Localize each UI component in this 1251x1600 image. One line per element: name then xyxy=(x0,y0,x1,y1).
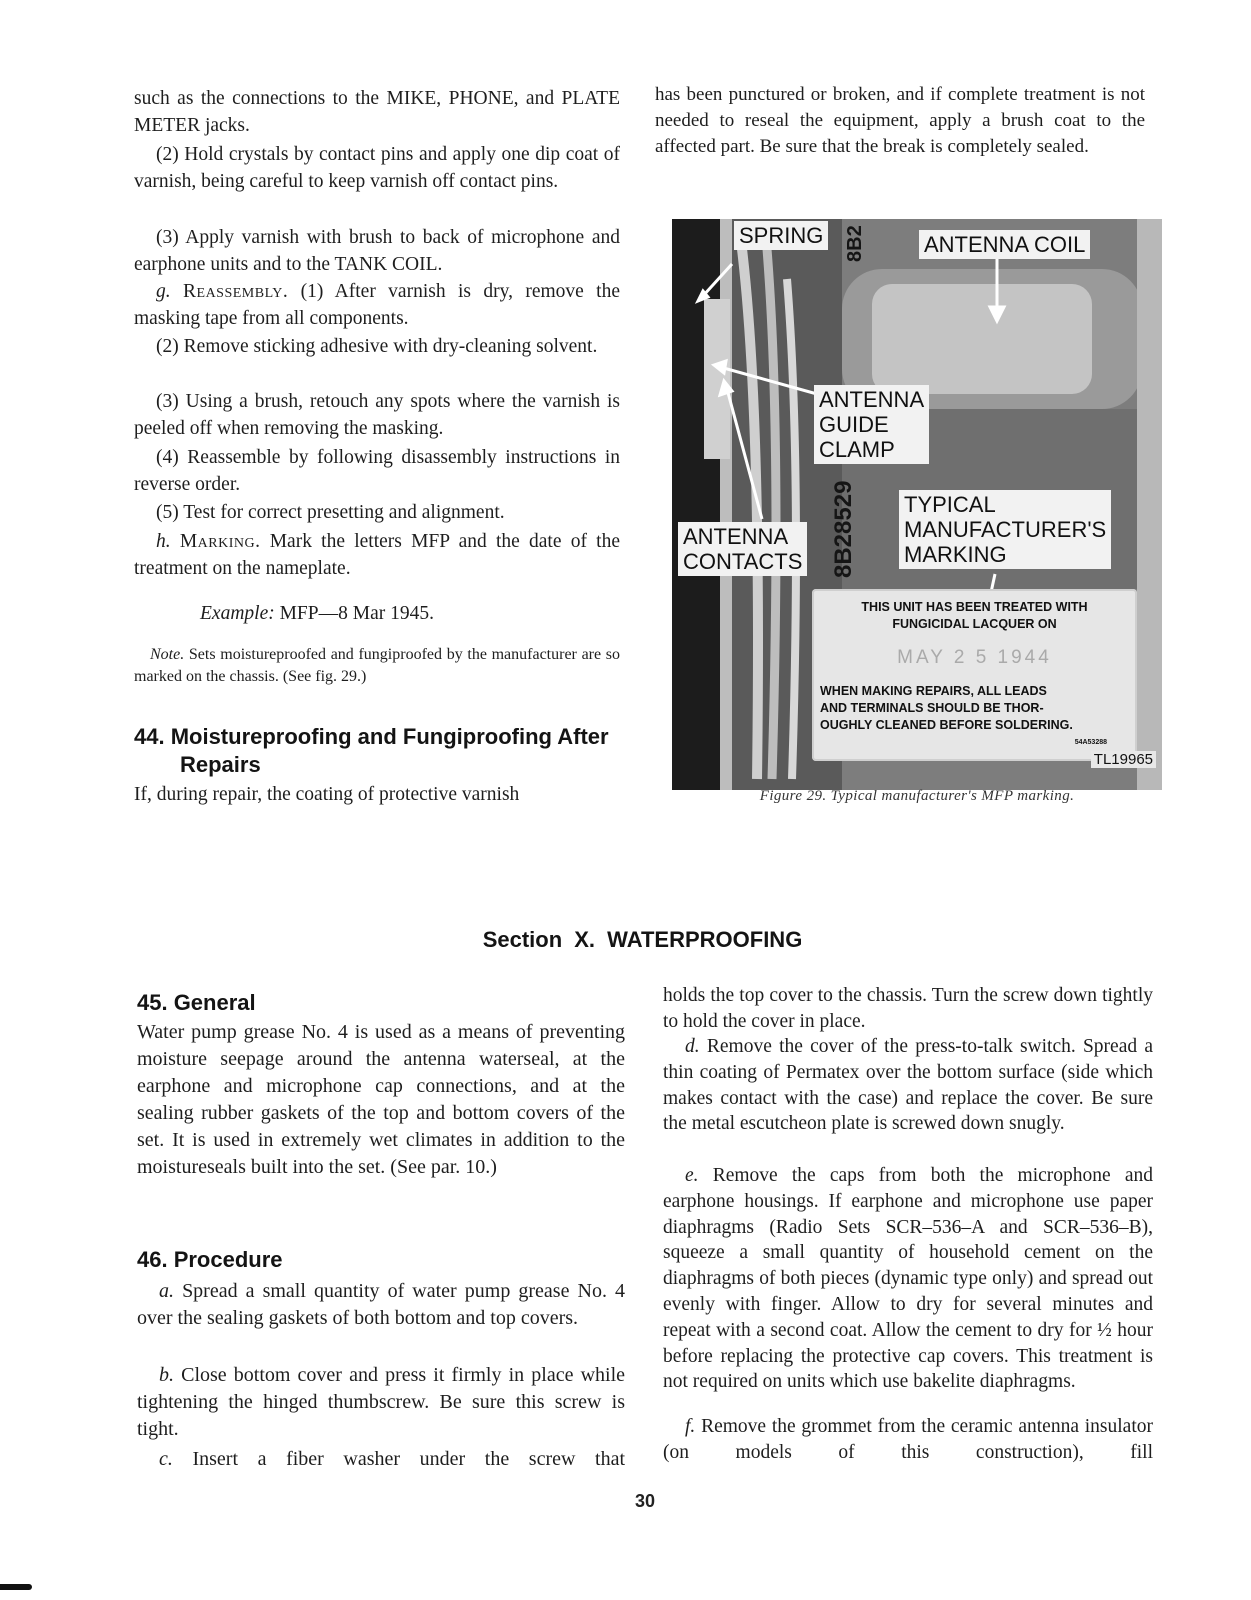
vertical-stamp-top: 8B2 xyxy=(844,225,866,263)
label-line: ANTENNA xyxy=(819,387,925,412)
paragraph: Water pump grease No. 4 is used as a means of preventing moisture seepage around the antenna waterseal, at the earphone and microphone cap connections, and at the sealing rubber gaskets of the top and bottom covers of the set. It is used in extremely wet climates in addition to the moistureseals built into the set. (See par. 10.) xyxy=(137,1021,625,1178)
nameplate-top xyxy=(812,599,1137,633)
paragraph-text: Remove the cover of the press-to-talk switch. Spread a thin coating of Permatex over the bottom surface (side which makes contact with the case) and replace the cover. Be sure the metal escutcheon plate is screwed down snugly. xyxy=(663,1036,1154,1135)
label-antenna-coil: ANTENNA COIL xyxy=(919,230,1090,259)
paragraph-text: Insert a fiber washer under the screw that xyxy=(192,1448,625,1470)
label-typical-marking xyxy=(899,490,1111,569)
item-letter: e. xyxy=(685,1165,699,1186)
paragraph-text: Mark the letters MFP and the date of the treatment on the nameplate. xyxy=(134,531,620,579)
note xyxy=(134,644,620,688)
label-antenna-contacts xyxy=(678,522,807,576)
scan-edge-mark xyxy=(0,1584,32,1590)
paragraph: holds the top cover to the chassis. Turn the screw down tightly to hold the cover in place. xyxy=(663,985,1153,1032)
paragraph: such as the connections to the MIKE, PHONE, and PLATE METER jacks. xyxy=(134,88,620,136)
paragraph: (5) Test for correct presetting and alignment. xyxy=(156,502,505,523)
nameplate-line: AND TERMINALS SHOULD BE THOR- xyxy=(820,701,1044,715)
paragraph-text: Remove the caps from both the microphone and earphone housings. If earphone and microphone use paper diaphragms (Radio Sets SCR–536–A and SCR–536–B), squeeze a small quantity of household cement on the diaphragms of both pieces (dynamic type only) and spread out evenly with finger. Allow to dry for several minutes and repeat with a second coat. Allow the cement to dry for ½ hour before replacing the protective cap covers. This treatment is not required on units which use bakelite diaphragms. xyxy=(663,1165,1153,1393)
heading-44-cont: Repairs xyxy=(180,752,261,777)
paragraph-text: Remove the grommet from the ceramic antenna insulator (on models of this construction), fill xyxy=(663,1416,1154,1463)
item-letter: f. xyxy=(685,1416,696,1437)
label-antenna-guide-clamp xyxy=(814,385,929,464)
run-in-heading: Reassembly. xyxy=(183,281,289,302)
nameplate xyxy=(812,589,1137,761)
nameplate-line: THIS UNIT HAS BEEN TREATED WITH xyxy=(861,600,1088,614)
figure-caption: Figure 29. Typical manufacturer's MFP marking. xyxy=(759,788,1075,804)
example-label: Example: xyxy=(200,603,275,624)
nameplate-line: OUGHLY CLEANED BEFORE SOLDERING. xyxy=(820,718,1073,732)
paragraph-text: (1) After varnish is dry, remove the masking tape from all components. xyxy=(134,281,621,329)
figure-29-photo xyxy=(672,219,1162,790)
label-line: ANTENNA xyxy=(683,524,789,549)
paragraph xyxy=(137,1446,625,1473)
paragraph: (4) Reassemble by following disassembly instructions in reverse order. xyxy=(134,447,620,495)
label-line: GUIDE xyxy=(819,412,889,437)
paragraph: (2) Remove sticking adhesive with dry-cleaning solvent. xyxy=(156,336,598,357)
paragraph xyxy=(134,279,620,332)
example-line xyxy=(200,601,620,628)
item-letter: h. xyxy=(156,531,171,552)
item-letter: c. xyxy=(159,1448,173,1470)
item-letter: b. xyxy=(159,1364,174,1386)
paragraph xyxy=(137,1362,625,1443)
item-letter: g. xyxy=(156,281,171,302)
paragraph: (3) Using a brush, retouch any spots where the varnish is peeled off when removing the masking. xyxy=(134,391,620,439)
vertical-stamp: 8B28529 xyxy=(830,480,857,578)
label-line: CLAMP xyxy=(819,437,895,462)
nameplate-line: FUNGICIDAL LACQUER ON xyxy=(892,617,1057,631)
page-number: 30 xyxy=(634,1491,656,1511)
item-letter: d. xyxy=(685,1036,700,1057)
paragraph-text: Spread a small quantity of water pump grease No. 4 over the sealing gaskets of both bottom and top covers. xyxy=(137,1280,625,1329)
paragraph: If, during repair, the coating of protective varnish xyxy=(134,784,520,805)
figure-code: TL19965 xyxy=(1091,751,1156,768)
paragraph: (2) Hold crystals by contact pins and apply one dip coat of varnish, being careful to keep varnish off contact pins. xyxy=(134,144,620,192)
paragraph: (3) Apply varnish with brush to back of microphone and earphone units and to the TANK COIL. xyxy=(134,227,620,275)
item-letter: a. xyxy=(159,1280,174,1302)
paragraph xyxy=(663,1163,1153,1395)
label-spring: SPRING xyxy=(734,221,828,250)
note-text: Sets moistureproofed and fungiproofed by the manufacturer are so marked on the chassis. (See fig. 29.) xyxy=(134,646,621,685)
paragraph xyxy=(137,1278,625,1332)
example-text: MFP—8 Mar 1945. xyxy=(279,603,434,624)
note-label: Note. xyxy=(150,646,185,663)
nameplate-part-number: 54A53288 xyxy=(1074,739,1107,746)
nameplate-bottom xyxy=(820,683,1129,734)
nameplate-line: WHEN MAKING REPAIRS, ALL LEADS xyxy=(820,684,1047,698)
heading-45: 45. General xyxy=(137,990,256,1015)
paragraph: has been punctured or broken, and if complete treatment is not needed to reseal the equipment, apply a brush coat to the affected part. Be sure that the break is completely sealed. xyxy=(655,84,1145,157)
nameplate-date: MAY 2 5 1944 xyxy=(897,647,1052,668)
paragraph-text: Close bottom cover and press it firmly in place while tightening the hinged thumbscrew. Be sure this screw is tight. xyxy=(137,1364,625,1440)
paragraph xyxy=(134,529,620,582)
label-line: TYPICAL xyxy=(904,492,996,517)
label-line: CONTACTS xyxy=(683,549,803,574)
label-line: MARKING xyxy=(904,542,1007,567)
paragraph xyxy=(663,1414,1153,1466)
run-in-heading: Marking. xyxy=(179,531,261,552)
section-title: Section X. WATERPROOFING xyxy=(482,927,803,952)
label-line: MANUFACTURER'S xyxy=(904,517,1107,542)
heading-44: 44. Moistureproofing and Fungiproofing After xyxy=(134,724,609,749)
heading-46: 46. Procedure xyxy=(137,1247,283,1272)
paragraph xyxy=(663,1034,1153,1137)
